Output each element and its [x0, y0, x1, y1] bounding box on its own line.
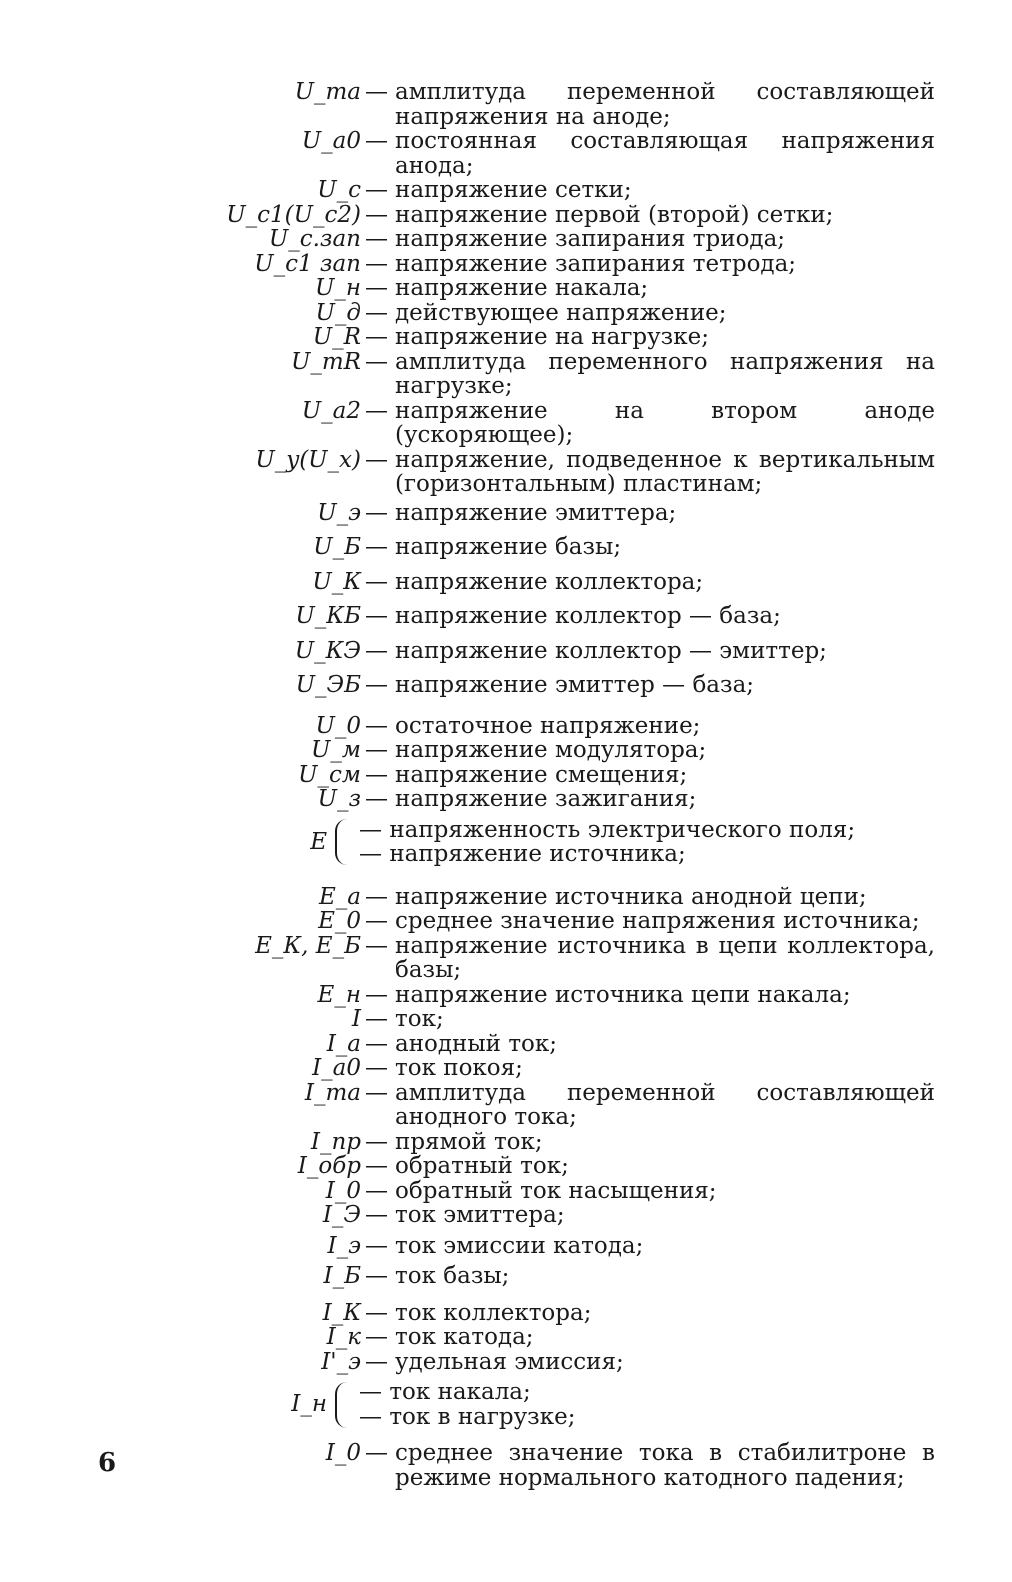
list-item — [0, 738, 1012, 763]
dash: — — [365, 603, 388, 629]
list-item — [0, 1441, 1012, 1490]
definition: ток коллектора; — [395, 1299, 592, 1326]
dash: — — [365, 1177, 388, 1204]
list-item — [0, 714, 1012, 739]
list-item — [0, 1301, 1012, 1326]
list-item — [0, 448, 1012, 497]
definition: напряжение зажигания; — [395, 786, 697, 812]
dash: — — [365, 1202, 388, 1228]
list-item — [0, 787, 1012, 812]
symbol: U_м — [311, 737, 361, 763]
definition: среднее значение тока в стабилитроне в режиме нормального катодного падения; — [395, 1440, 935, 1491]
definition: ток эмиттера; — [395, 1202, 565, 1228]
symbol: U_c1(U_c2) — [226, 201, 361, 228]
dash: — — [365, 672, 388, 698]
dash: — — [365, 177, 388, 203]
brace — [335, 819, 355, 865]
list-item — [0, 570, 1012, 595]
list-item — [0, 325, 1012, 350]
symbol: I'_э — [321, 1348, 361, 1375]
symbol: I_к — [326, 1324, 361, 1350]
symbol: U_э — [317, 499, 361, 526]
symbol: I_Э — [322, 1202, 361, 1228]
definition: напряжение коллектор — база; — [395, 603, 781, 629]
dash: — — [365, 737, 388, 763]
definition: амплитуда переменного напряжения на нагрузке; — [395, 348, 935, 399]
dash: — — [365, 1348, 388, 1375]
symbol: I — [351, 1006, 361, 1032]
list-item — [0, 1081, 1012, 1130]
symbol: I_a0 — [312, 1055, 361, 1081]
dash: — — [365, 1263, 388, 1289]
definition: обратный ток; — [395, 1153, 569, 1179]
definition: ток; — [395, 1006, 444, 1032]
dash: — — [365, 128, 388, 154]
list-item — [0, 252, 1012, 277]
list-item — [0, 227, 1012, 252]
symbol: U_см — [298, 761, 361, 788]
dash: — — [365, 397, 388, 424]
dash: — — [365, 761, 388, 788]
group-definitions — [359, 818, 899, 867]
list-item — [0, 1203, 1012, 1228]
symbol: I_пр — [310, 1128, 361, 1155]
list-item — [0, 983, 1012, 1008]
symbol: U_c — [317, 177, 361, 203]
list-item — [0, 129, 1012, 178]
definition: напряжение смещения; — [395, 761, 688, 788]
dash: — — [365, 1153, 388, 1179]
symbol: U_mR — [290, 348, 361, 375]
dash: — — [365, 324, 388, 350]
list-item — [0, 1234, 1012, 1259]
definition: напряжение коллектор — эмиттер; — [395, 637, 827, 664]
list-item — [0, 1130, 1012, 1155]
symbol: U_c1 зап — [254, 250, 361, 277]
definition: напряжение, подведенное к вертикальным (горизонтальным) пластинам; — [395, 446, 935, 497]
definition: постоянная составляющая напряжения анода; — [395, 128, 935, 179]
dash: — — [365, 299, 388, 326]
list-item — [0, 1154, 1012, 1179]
list-item — [0, 301, 1012, 326]
dash: — — [365, 1055, 388, 1081]
definition: напряжение первой (второй) сетки; — [395, 201, 834, 228]
dash: — — [365, 932, 388, 959]
list-item — [0, 1350, 1012, 1375]
definition: ток покоя; — [395, 1055, 523, 1081]
list-item — [0, 178, 1012, 203]
list-item — [0, 639, 1012, 664]
list-item — [0, 399, 1012, 448]
definition: напряжение на втором аноде (ускоряющее); — [395, 397, 935, 448]
symbol: I_a — [326, 1030, 361, 1057]
symbol: I_Б — [323, 1263, 361, 1289]
dash: — — [365, 1128, 388, 1155]
definition: среднее значение напряжения источника; — [395, 908, 920, 934]
definition: напряжение коллектора; — [395, 568, 704, 595]
definition: напряжение модулятора; — [395, 737, 707, 763]
grouped-item-E — [0, 818, 1012, 867]
definition: — напряженность электрического поля; — [359, 816, 856, 843]
symbol-list — [0, 80, 1012, 1490]
definition: ток эмиссии катода; — [395, 1232, 644, 1259]
dash: — — [365, 226, 388, 252]
symbol: I_0 — [325, 1440, 361, 1466]
symbol: U_Б — [313, 534, 361, 560]
list-item — [0, 934, 1012, 983]
symbol: I_э — [327, 1232, 361, 1259]
definition: напряжение на нагрузке; — [395, 324, 709, 350]
list-item — [0, 1007, 1012, 1032]
dash: — — [365, 786, 388, 812]
dash: — — [365, 712, 388, 739]
symbol: I_К — [322, 1299, 361, 1326]
list-item — [0, 673, 1012, 698]
list-item — [0, 1325, 1012, 1350]
symbol: E_0 — [318, 908, 361, 934]
dash: — — [365, 250, 388, 277]
dash: — — [365, 446, 388, 473]
dash: — — [365, 637, 388, 664]
list-item — [0, 763, 1012, 788]
definition: напряжение накала; — [395, 275, 649, 301]
symbol: U_з — [317, 786, 361, 812]
symbol: U_ЭБ — [295, 672, 361, 698]
dash: — — [365, 568, 388, 595]
definition: ток катода; — [395, 1324, 534, 1350]
symbol: U_R — [312, 324, 361, 350]
dash: — — [365, 1324, 388, 1350]
definition: — напряжение источника; — [359, 841, 686, 867]
dash: — — [365, 1030, 388, 1057]
dash: — — [365, 1079, 388, 1106]
list-item — [0, 909, 1012, 934]
definition: напряжение эмиттера; — [395, 499, 677, 526]
dash: — — [365, 908, 388, 934]
list-item — [0, 80, 1012, 129]
symbol: U_0 — [315, 712, 361, 739]
list-item — [0, 604, 1012, 629]
list-item — [0, 1179, 1012, 1204]
definition: напряжение запирания тетрода; — [395, 250, 797, 277]
page-number: 6 — [98, 1448, 117, 1478]
dash: — — [365, 1006, 388, 1032]
symbol: U_К — [312, 568, 361, 595]
list-item — [0, 203, 1012, 228]
symbol: U_c.зап — [268, 226, 361, 252]
definition: напряжение запирания триода; — [395, 226, 786, 252]
list-item — [0, 1056, 1012, 1081]
symbol: U_a2 — [301, 397, 361, 424]
symbol: E_н — [317, 981, 361, 1008]
group-definitions — [359, 1380, 899, 1429]
dash: — — [365, 981, 388, 1008]
list-item — [0, 535, 1012, 560]
definition: ток базы; — [395, 1263, 510, 1289]
definition: напряжение источника анодной цепи; — [395, 883, 867, 910]
dash: — — [365, 1440, 388, 1466]
list-item — [0, 1032, 1012, 1057]
symbol: E_К, E_Б — [255, 932, 361, 959]
definition: действующее напряжение; — [395, 299, 727, 326]
symbol: U_д — [315, 299, 361, 326]
definition: напряжение источника в цепи коллектора, базы; — [395, 932, 935, 983]
symbol: U_КБ — [295, 603, 361, 629]
symbol: U_КЭ — [294, 637, 361, 664]
symbol: U_н — [314, 275, 361, 301]
symbol: E — [310, 828, 327, 855]
symbol: I_0 — [325, 1177, 361, 1204]
brace — [335, 1382, 355, 1428]
list-item — [0, 350, 1012, 399]
definition: анодный ток; — [395, 1030, 558, 1057]
definition: амплитуда переменной составляющей напряжения на аноде; — [395, 79, 935, 130]
definition: напряжение источника цепи накала; — [395, 981, 851, 1008]
dash: — — [365, 1299, 388, 1326]
list-item — [0, 885, 1012, 910]
definition: остаточное напряжение; — [395, 712, 701, 739]
symbol: I_ma — [304, 1079, 361, 1106]
symbol: E_a — [318, 883, 361, 910]
definition: амплитуда переменной составляющей анодного тока; — [395, 1079, 935, 1130]
definition: прямой ток; — [395, 1128, 543, 1155]
dash: — — [365, 275, 388, 301]
list-item — [0, 1264, 1012, 1289]
grouped-item-In — [0, 1380, 1012, 1429]
definition: обратный ток насыщения; — [395, 1177, 717, 1204]
dash: — — [365, 1232, 388, 1259]
dash: — — [365, 499, 388, 526]
dash: — — [365, 348, 388, 375]
definition: удельная эмиссия; — [395, 1348, 624, 1375]
symbol: I_обр — [297, 1153, 361, 1179]
symbol: I_н — [291, 1391, 327, 1418]
symbol: U_ma — [294, 79, 361, 105]
list-item — [0, 501, 1012, 526]
list-item — [0, 276, 1012, 301]
definition: напряжение сетки; — [395, 177, 632, 203]
definition: — ток накала; — [359, 1379, 531, 1405]
symbol: U_a0 — [301, 128, 361, 154]
definition: напряжение базы; — [395, 534, 622, 560]
dash: — — [365, 201, 388, 228]
definition: напряжение эмиттер — база; — [395, 672, 755, 698]
definition: — ток в нагрузке; — [359, 1403, 576, 1430]
dash: — — [365, 534, 388, 560]
dash: — — [365, 79, 388, 105]
dash: — — [365, 883, 388, 910]
symbol: U_y(U_x) — [255, 446, 361, 473]
